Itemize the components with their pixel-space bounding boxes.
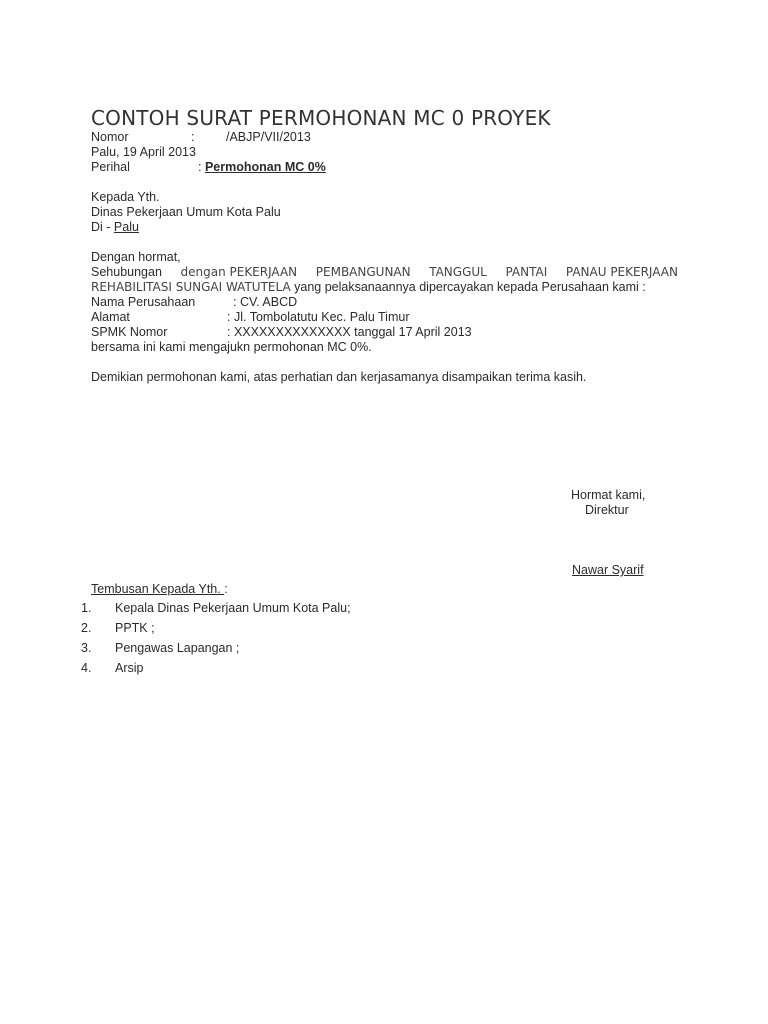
list-item: [81, 661, 143, 676]
nomor-label: Nomor: [91, 130, 129, 144]
para-word: PANAU PEKERJAAN: [565, 265, 678, 279]
recipient-line-1: Kepada Yth.: [91, 190, 160, 204]
greeting: Dengan hormat,: [91, 250, 181, 264]
list-number: 4.: [81, 661, 92, 675]
nomor-line: [91, 130, 311, 145]
spmk-label: SPMK Nomor: [91, 325, 168, 339]
para-word: PANTAI: [505, 265, 548, 279]
spmk-value: : XXXXXXXXXXXXXX tanggal 17 April 2013: [227, 325, 472, 339]
recipient-line-2: Dinas Pekerjaan Umum Kota Palu: [91, 205, 281, 219]
address-label: Alamat: [91, 310, 130, 324]
signature-name: Nawar Syarif: [572, 563, 644, 577]
project-name: REHABILITASI SUNGAI WATUTELA: [91, 280, 291, 294]
company-value: : CV. ABCD: [233, 295, 298, 309]
para-word: PEMBANGUNAN: [315, 265, 411, 279]
recipient-place: Palu: [113, 220, 139, 234]
cc-heading-colon: :: [224, 582, 228, 596]
list-number: 3.: [81, 641, 92, 655]
list-item: [81, 601, 351, 616]
spmk-line: [91, 325, 472, 340]
para-word: dengan PEKERJAAN: [180, 265, 298, 279]
address-line: [91, 310, 410, 325]
list-text: Pengawas Lapangan ;: [115, 641, 240, 655]
paragraph-rest: yang pelaksanaannya dipercayakan kepada Perusahaan kami :: [290, 280, 646, 294]
para-word: Sehubungan: [91, 265, 162, 279]
paragraph-line-2: [91, 280, 646, 295]
list-text: Arsip: [115, 661, 144, 675]
nomor-value: /ABJP/VII/2013: [226, 130, 311, 144]
company-label: Nama Perusahaan: [91, 295, 196, 309]
recipient-prefix: Di -: [91, 220, 114, 234]
request-line: bersama ini kami mengajukn permohonan MC 0%.: [91, 340, 372, 354]
company-line: [91, 295, 297, 310]
list-number: 2.: [81, 621, 92, 635]
list-item: [81, 641, 239, 656]
page-title: CONTOH SURAT PERMOHONAN MC 0 PROYEK: [91, 106, 551, 130]
perihal-value: Permohonan MC 0%: [204, 160, 326, 174]
perihal-line: [91, 160, 326, 175]
perihal-sep: :: [198, 160, 202, 174]
closing-line: Demikian permohonan kami, atas perhatian dan kerjasamanya disampaikan terima kasih.: [91, 370, 587, 384]
cc-heading-text: Tembusan Kepada Yth.: [91, 582, 225, 596]
recipient-line-3: [91, 220, 139, 235]
date-line: Palu, 19 April 2013: [91, 145, 196, 159]
list-text: PPTK ;: [115, 621, 155, 635]
list-text: Kepala Dinas Pekerjaan Umum Kota Palu;: [115, 601, 351, 615]
para-word: TANGGUL: [429, 265, 487, 279]
list-item: [81, 621, 155, 636]
nomor-sep: :: [191, 130, 195, 144]
address-value: : Jl. Tombolatutu Kec. Palu Timur: [227, 310, 410, 324]
paragraph-line-1: [91, 265, 678, 280]
list-number: 1.: [81, 601, 92, 615]
perihal-label: Perihal: [91, 160, 130, 174]
cc-heading: [91, 582, 228, 597]
signature-regards: Hormat kami,: [571, 488, 646, 502]
signature-position: Direktur: [585, 503, 629, 517]
